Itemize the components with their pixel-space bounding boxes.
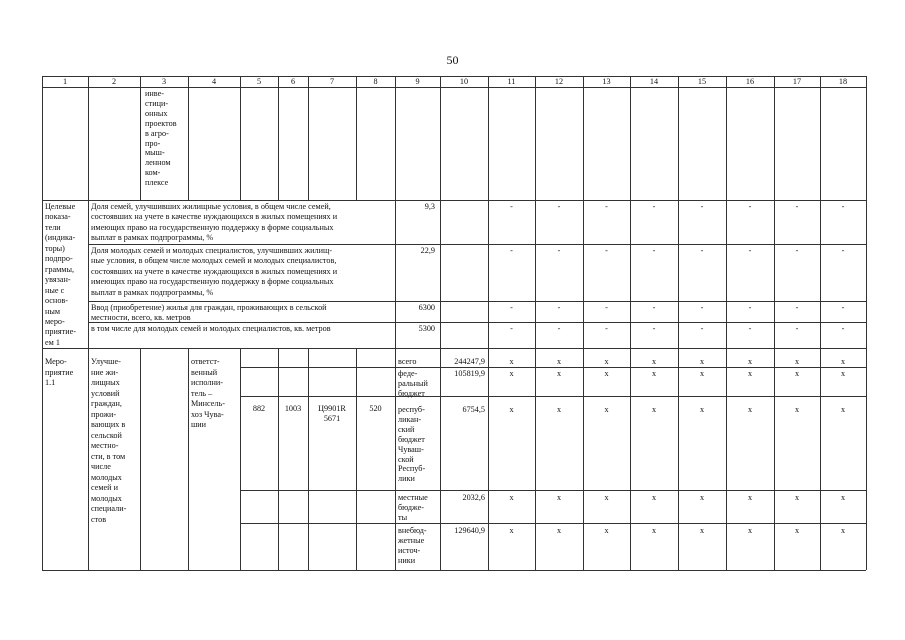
funding-source: жетные — [398, 535, 425, 545]
indicator-dash: - — [557, 246, 561, 255]
col3-text: стици- — [145, 98, 169, 108]
funding-x: х — [699, 357, 705, 366]
event-name: прожи- — [91, 409, 117, 419]
event-name: граждан, — [91, 399, 122, 408]
funding-x: х — [747, 357, 753, 366]
indicator-text: выплат в рамках подпрограммы, % — [91, 287, 214, 297]
funding-value: 129640,9 — [454, 526, 485, 535]
indicator-value: 6300 — [418, 303, 435, 312]
funding-source: ский — [398, 424, 415, 434]
indicator-dash: - — [605, 303, 608, 312]
funding-x: х — [509, 405, 514, 414]
funding-x: х — [794, 357, 800, 366]
funding-x: х — [840, 357, 846, 366]
funding-x: х — [509, 493, 514, 502]
column-number-18: 18 — [838, 77, 848, 86]
indicator-text: имеющих право на государственную поддержку в форме социальных — [91, 277, 334, 287]
indicator-dash: - — [748, 202, 752, 211]
funding-source: всего — [398, 357, 417, 366]
event-label: приятие — [45, 367, 74, 377]
indicator-text: Ввод (приобретение) жилья для граждан, проживающих в сельской — [91, 303, 327, 312]
event-label: Меро- — [45, 357, 67, 366]
funding-source: бюджет — [398, 388, 425, 398]
indicator-dash: - — [557, 324, 561, 333]
col3-text: ком- — [145, 168, 161, 178]
col3-text: в агро- — [145, 128, 169, 138]
targets-label: приятие- — [45, 327, 76, 337]
funding-x: х — [556, 526, 562, 535]
indicator-dash: - — [700, 324, 704, 333]
indicator-value: 9,3 — [424, 202, 435, 211]
col3-text: про- — [145, 138, 161, 148]
targets-label: подпро- — [45, 254, 73, 264]
funding-x: х — [556, 357, 562, 366]
col3-text: ленном — [145, 158, 171, 168]
indicator-dash: - — [748, 246, 752, 255]
column-number-6: 6 — [290, 77, 296, 86]
indicator-dash: - — [841, 202, 845, 211]
funding-source: Чуваш- — [398, 444, 424, 454]
indicator-dash: - — [510, 246, 513, 255]
indicator-dash: - — [557, 202, 561, 211]
funding-source: Респуб- — [398, 464, 426, 474]
funding-source: бюджет — [398, 434, 425, 444]
funding-source: ты — [398, 512, 408, 522]
indicator-dash: - — [652, 202, 656, 211]
funding-x: х — [604, 493, 609, 502]
funding-x: х — [699, 493, 705, 502]
funding-value: 6754,5 — [462, 405, 485, 414]
targets-label: (индика- — [45, 233, 76, 243]
targets-label: ным — [45, 306, 61, 316]
event-name: условий — [91, 388, 120, 398]
funding-source: респуб- — [398, 405, 425, 414]
funding-x: х — [747, 526, 753, 535]
targets-label: ем 1 — [45, 337, 60, 347]
column-number-3: 3 — [161, 77, 167, 86]
column-number-7: 7 — [329, 77, 335, 86]
indicator-dash: - — [841, 246, 845, 255]
funding-x: х — [651, 357, 657, 366]
indicator-text: имеющих право на государственную поддержку в форме социальных — [91, 222, 334, 232]
executor-text: исполни- — [191, 378, 223, 387]
funding-x: х — [509, 357, 514, 366]
funding-source: ликан- — [398, 414, 422, 424]
indicator-dash: - — [652, 324, 656, 333]
indicator-dash: - — [605, 324, 608, 333]
indicator-text: Доля молодых семей и молодых специалистов, улучшивших жилищ- — [91, 246, 333, 255]
targets-label: показа- — [45, 212, 71, 222]
funding-x: х — [794, 493, 800, 502]
indicator-text: состоявших на учете в качестве нуждающихся в жилых помещениях и — [91, 266, 338, 276]
code-vr: 520 — [369, 404, 382, 413]
event-name: сти, в том — [91, 451, 126, 461]
targets-label: ные с — [45, 285, 65, 295]
indicator-dash: - — [652, 246, 656, 255]
funding-x: х — [747, 405, 753, 414]
column-number-14: 14 — [649, 77, 659, 86]
funding-x: х — [840, 493, 846, 502]
funding-x: х — [699, 526, 705, 535]
event-name: числе — [91, 462, 111, 471]
indicator-dash: - — [700, 246, 704, 255]
funding-source: бюдже- — [398, 502, 424, 512]
indicator-text: местности, всего, кв. метров — [91, 313, 191, 323]
funding-source: ники — [398, 555, 416, 565]
indicator-text: в том числе для молодых семей и молодых специалистов, кв. метров — [91, 324, 331, 333]
event-label: 1.1 — [45, 378, 56, 387]
column-number-13: 13 — [602, 77, 611, 86]
indicator-dash: - — [510, 303, 513, 312]
targets-label: торы) — [45, 243, 65, 253]
event-name: Улучше- — [91, 357, 121, 366]
col3-text: плексе — [145, 178, 169, 188]
funding-x: х — [509, 369, 514, 378]
funding-value: 244247,9 — [454, 357, 485, 366]
code-csr: 5671 — [323, 413, 341, 423]
funding-value: 2032,6 — [462, 493, 485, 502]
funding-source: ской — [398, 454, 414, 464]
column-number-15: 15 — [697, 77, 707, 86]
column-number-17: 17 — [792, 77, 802, 86]
funding-x: х — [651, 526, 657, 535]
targets-label: увязан- — [45, 275, 71, 285]
funding-x: х — [794, 369, 800, 378]
event-name: молодых — [91, 493, 122, 503]
indicator-dash: - — [700, 202, 704, 211]
column-number-9: 9 — [415, 77, 420, 86]
funding-x: х — [651, 493, 657, 502]
funding-x: х — [840, 526, 846, 535]
executor-text: шии — [191, 420, 207, 429]
code-grbs: 882 — [252, 404, 266, 413]
column-number-10: 10 — [459, 77, 469, 86]
column-number-5: 5 — [256, 77, 262, 86]
funding-source: местные — [398, 493, 428, 502]
funding-value: 105819,9 — [454, 369, 485, 378]
indicator-dash: - — [605, 202, 608, 211]
funding-x: х — [604, 526, 609, 535]
funding-x: х — [794, 526, 800, 535]
event-name: вающих в — [91, 420, 126, 429]
funding-x: х — [747, 493, 753, 502]
funding-x: х — [840, 405, 846, 414]
indicator-dash: - — [700, 303, 704, 312]
funding-source: источ- — [398, 545, 421, 555]
col3-text: мыш- — [145, 148, 165, 158]
funding-x: х — [604, 369, 609, 378]
indicator-dash: - — [605, 246, 608, 255]
indicator-dash: - — [557, 303, 561, 312]
indicator-dash: - — [841, 324, 845, 333]
event-name: молодых — [91, 472, 122, 482]
page-number: 50 — [446, 53, 459, 67]
funding-x: х — [556, 369, 562, 378]
indicator-text: выплат в рамках подпрограммы, % — [91, 233, 214, 243]
event-name: ние жи- — [91, 367, 119, 377]
funding-source: ральный — [398, 378, 428, 388]
indicator-text: состоявших на учете в качестве нуждающихся в жилых помещениях и — [91, 212, 338, 222]
event-name: стов — [91, 514, 107, 524]
targets-label: меро- — [45, 316, 65, 326]
funding-x: х — [604, 357, 609, 366]
column-number-1: 1 — [62, 77, 68, 86]
col3-text: проектов — [145, 118, 177, 128]
funding-x: х — [604, 405, 609, 414]
indicator-dash: - — [748, 303, 752, 312]
col3-text: инве- — [145, 89, 164, 98]
targets-label: тели — [45, 222, 61, 232]
funding-x: х — [699, 405, 705, 414]
funding-source: феде- — [398, 369, 418, 378]
funding-x: х — [556, 493, 562, 502]
targets-label: Целевые — [45, 202, 76, 211]
indicator-dash: - — [795, 202, 799, 211]
column-number-11: 11 — [507, 77, 516, 86]
executor-text: Минсель- — [191, 399, 225, 408]
column-number-8: 8 — [373, 77, 378, 86]
event-name: лищных — [91, 378, 120, 387]
funding-x: х — [651, 369, 657, 378]
funding-x: х — [651, 405, 657, 414]
indicator-dash: - — [510, 324, 513, 333]
executor-text: хоз Чува- — [191, 409, 224, 419]
indicator-dash: - — [841, 303, 845, 312]
funding-x: х — [794, 405, 800, 414]
indicator-value: 5300 — [418, 324, 435, 333]
funding-x: х — [509, 526, 514, 535]
column-number-2: 2 — [111, 77, 117, 86]
funding-x: х — [556, 405, 562, 414]
funding-x: х — [699, 369, 705, 378]
code-csr: Ц9901R — [318, 404, 346, 413]
event-name: специали- — [91, 504, 127, 513]
indicator-dash: - — [748, 324, 752, 333]
funding-source: внебюд- — [398, 526, 427, 535]
event-name: местно- — [91, 441, 119, 450]
event-name: семей и — [91, 483, 118, 492]
column-number-16: 16 — [745, 77, 755, 86]
indicator-dash: - — [795, 246, 799, 255]
targets-label: основ- — [45, 296, 68, 306]
funding-source: лики — [398, 474, 415, 484]
column-number-4: 4 — [211, 77, 217, 86]
event-name: сельской — [91, 430, 122, 440]
indicator-dash: - — [795, 303, 799, 312]
executor-text: тель – — [191, 388, 213, 398]
funding-x: х — [840, 369, 846, 378]
executor-text: венный — [191, 367, 218, 377]
code-rz: 1003 — [284, 404, 302, 413]
col3-text: онных — [145, 108, 168, 118]
indicator-value: 22,9 — [420, 246, 435, 255]
indicator-text: ные условия, в общем числе молодых семей и молодых специалистов, — [91, 256, 337, 266]
targets-label: граммы, — [45, 264, 74, 274]
indicator-dash: - — [652, 303, 656, 312]
indicator-text: Доля семей, улучшивших жилищные условия, в общем числе семей, — [91, 202, 331, 211]
indicator-dash: - — [510, 202, 513, 211]
executor-text: ответст- — [191, 357, 220, 366]
column-number-12: 12 — [554, 77, 564, 86]
funding-x: х — [747, 369, 753, 378]
indicator-dash: - — [795, 324, 799, 333]
